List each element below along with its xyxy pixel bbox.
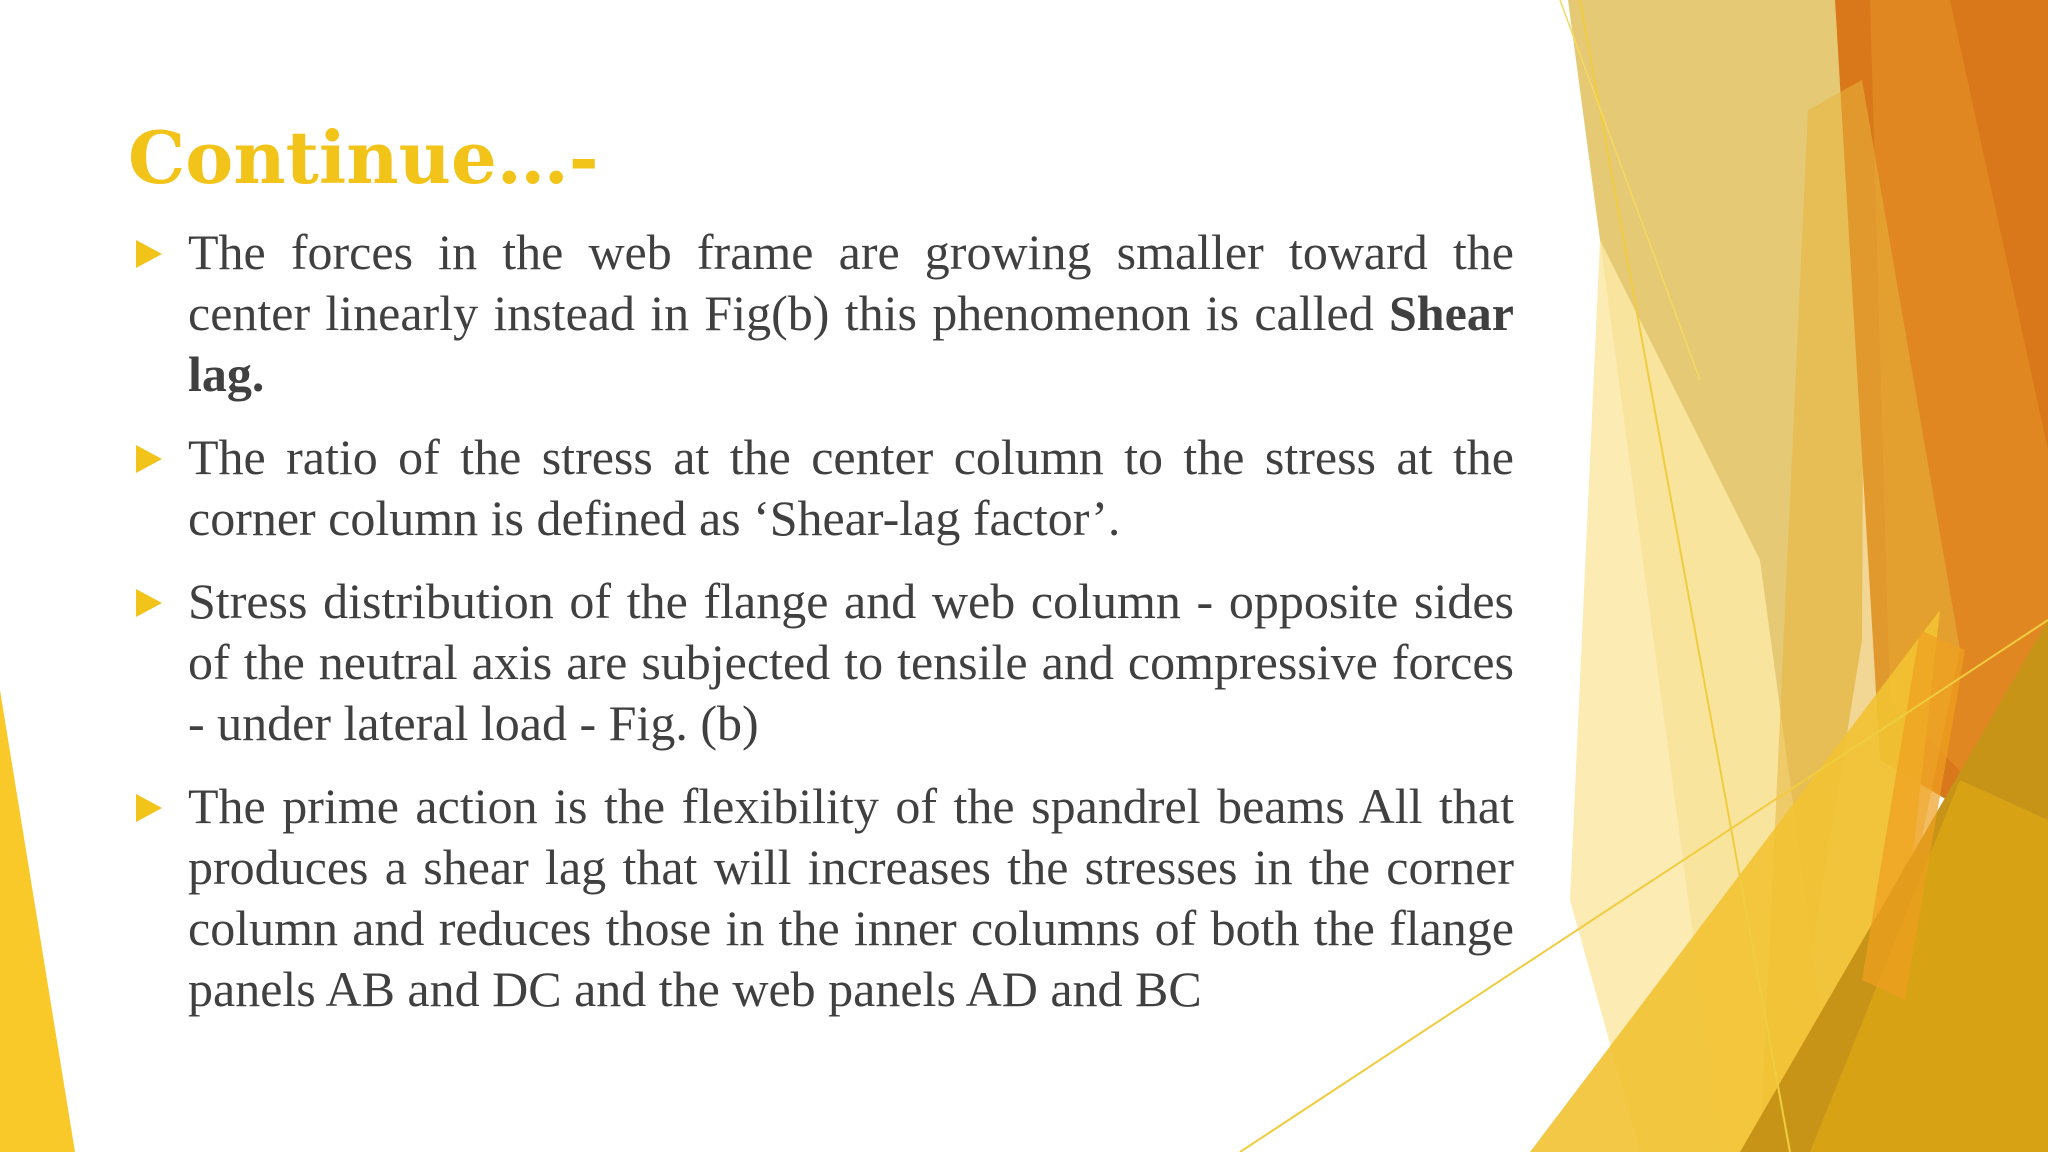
left-yellow-sliver [0, 690, 75, 1152]
bullet-text: Stress distribution of the flange and web column - opposite sides of the neutral axis are subjected to tensile and compressive forces - under lateral load - Fig. (b) [188, 573, 1514, 751]
triangle-bullet-icon [136, 794, 162, 822]
bullet-item [128, 571, 1514, 754]
slide-title: Continue…- [128, 115, 599, 200]
bullet-item [128, 222, 1514, 405]
triangle-bullet-icon [136, 445, 162, 473]
bullet-text: The forces in the web frame are growing smaller toward the center linearly instead in Fig(b) this phenomenon is called Shear lag. [188, 224, 1514, 402]
bullet-item [128, 427, 1514, 549]
bullet-emphasis: Shear lag. [188, 285, 1514, 402]
bullet-text: The ratio of the stress at the center column to the stress at the corner column is defined as ‘Shear-lag factor’. [188, 429, 1514, 546]
bullet-list [128, 222, 1514, 1042]
bullet-text: The prime action is the flexibility of the spandrel beams All that produces a shear lag that will increases the stresses in the corner column and reduces those in the inner columns of both the flange panels AB and DC and the web panels AD and BC [188, 778, 1514, 1017]
bullet-item [128, 776, 1514, 1020]
triangle-bullet-icon [136, 240, 162, 268]
triangle-bullet-icon [136, 589, 162, 617]
